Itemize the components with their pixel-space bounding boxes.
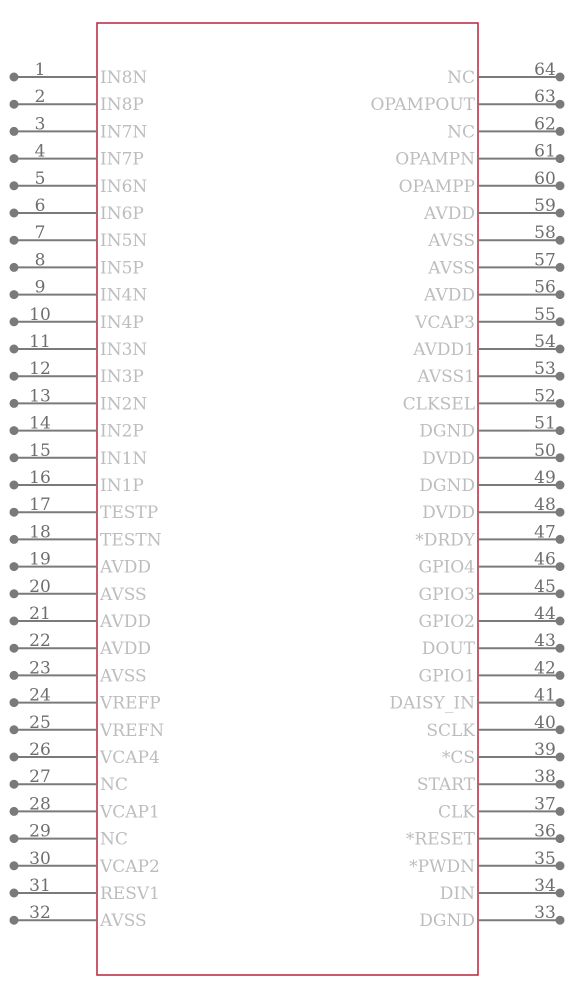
pin-16 xyxy=(10,468,144,496)
pin-46 xyxy=(419,550,565,578)
pin-number: 6 xyxy=(34,196,46,216)
pin-endpoint xyxy=(10,753,19,762)
pin-number: 25 xyxy=(29,712,51,733)
pin-62 xyxy=(447,114,564,142)
pin-number: 21 xyxy=(29,604,51,624)
pin-endpoint xyxy=(10,127,19,136)
pin-name: IN5N xyxy=(100,231,148,252)
pin-63 xyxy=(370,87,564,115)
pin-endpoint xyxy=(556,889,565,898)
pin-number: 51 xyxy=(534,413,556,434)
pin-59 xyxy=(423,196,564,224)
pin-11 xyxy=(10,332,148,360)
pin-number: 61 xyxy=(534,141,556,162)
pin-20 xyxy=(10,577,147,605)
pin-number: 55 xyxy=(534,304,556,325)
pin-name: AVDD xyxy=(100,612,151,632)
pin-endpoint xyxy=(10,73,19,82)
pin-number: 56 xyxy=(534,277,556,298)
pin-endpoint xyxy=(556,753,565,762)
pin-number: 32 xyxy=(29,903,51,924)
pin-name: AVSS xyxy=(100,666,147,687)
pin-endpoint xyxy=(556,154,565,163)
pin-4 xyxy=(10,142,144,170)
pin-54 xyxy=(412,332,564,360)
pin-47 xyxy=(415,522,564,550)
pin-endpoint xyxy=(10,453,19,462)
pin-endpoint xyxy=(10,807,19,816)
pin-name: VCAP1 xyxy=(100,802,160,823)
pin-22 xyxy=(10,631,151,659)
pin-number: 40 xyxy=(534,712,556,733)
pin-name: *RESET xyxy=(405,829,475,850)
pin-endpoint xyxy=(556,780,565,789)
pin-name: IN4P xyxy=(100,312,144,333)
pin-name: IN2N xyxy=(100,394,148,415)
pin-18 xyxy=(10,522,162,550)
pin-endpoint xyxy=(556,453,565,462)
pin-endpoint xyxy=(10,372,19,381)
pin-endpoint xyxy=(10,100,19,109)
pin-endpoint xyxy=(556,535,565,544)
pin-endpoint xyxy=(10,290,19,299)
pin-name: GPIO2 xyxy=(418,612,475,632)
pin-endpoint xyxy=(556,372,565,381)
pin-name: DVDD xyxy=(422,448,475,469)
pin-60 xyxy=(399,169,565,197)
pin-name: NC xyxy=(447,122,475,143)
pin-name: IN1N xyxy=(100,448,148,469)
pin-name: GPIO4 xyxy=(418,557,475,578)
pin-number: 28 xyxy=(29,794,51,815)
pin-14 xyxy=(10,414,144,442)
pin-number: 24 xyxy=(29,685,51,706)
pin-endpoint xyxy=(10,154,19,163)
pin-number: 58 xyxy=(534,223,556,244)
pin-endpoint xyxy=(556,698,565,707)
pin-9 xyxy=(10,278,148,306)
pin-endpoint xyxy=(10,698,19,707)
pin-endpoint xyxy=(10,562,19,571)
pin-24 xyxy=(10,686,161,714)
pin-endpoint xyxy=(10,916,19,925)
pin-name: IN6N xyxy=(100,176,148,197)
pin-name: VREFN xyxy=(100,720,165,741)
pin-number: 26 xyxy=(29,740,51,760)
pin-number: 48 xyxy=(534,495,556,516)
pin-name: IN6P xyxy=(100,204,144,224)
pin-endpoint xyxy=(556,236,565,245)
pin-number: 45 xyxy=(534,576,556,597)
pin-endpoint xyxy=(556,399,565,408)
pin-29 xyxy=(10,822,128,850)
pin-name: IN7N xyxy=(100,122,148,143)
pin-name: IN4N xyxy=(100,285,148,306)
pin-name: OPAMPP xyxy=(398,176,475,197)
pin-number: 52 xyxy=(534,386,556,407)
pin-name: AVDD xyxy=(100,557,151,578)
pin-41 xyxy=(389,686,564,714)
pin-number: 50 xyxy=(534,440,556,461)
pin-32 xyxy=(10,903,147,931)
pin-number: 59 xyxy=(534,196,556,216)
pin-number: 42 xyxy=(534,658,556,679)
pin-30 xyxy=(10,849,160,877)
pin-number: 46 xyxy=(534,549,556,570)
pin-endpoint xyxy=(556,562,565,571)
pin-name: RESV1 xyxy=(100,884,160,904)
pin-name: AVSS xyxy=(428,258,475,279)
pin-endpoint xyxy=(10,481,19,490)
pin-number: 7 xyxy=(34,223,46,244)
pin-name: VCAP2 xyxy=(100,856,160,877)
pin-endpoint xyxy=(556,127,565,136)
pin-10 xyxy=(10,305,144,333)
pin-endpoint xyxy=(10,589,19,598)
pin-endpoint xyxy=(556,671,565,680)
pin-endpoint xyxy=(556,181,565,190)
pin-endpoint xyxy=(10,426,19,435)
pin-name: IN8P xyxy=(100,95,144,116)
pin-endpoint xyxy=(10,263,19,272)
pin-endpoint xyxy=(10,725,19,734)
pin-number: 13 xyxy=(29,386,51,407)
pin-34 xyxy=(440,876,565,904)
pin-name: DGND xyxy=(419,911,475,932)
pin-endpoint xyxy=(10,834,19,843)
pin-number: 14 xyxy=(29,413,51,434)
pin-number: 63 xyxy=(534,87,556,108)
pin-number: 9 xyxy=(34,277,46,298)
pin-56 xyxy=(423,278,564,306)
pin-name: DGND xyxy=(419,476,475,496)
pin-35 xyxy=(409,849,564,877)
pin-name: DIN xyxy=(439,884,475,904)
pin-name: AVDD xyxy=(424,285,475,306)
pin-endpoint xyxy=(556,617,565,626)
pin-number: 49 xyxy=(534,468,556,488)
pin-endpoint xyxy=(10,508,19,517)
pin-number: 18 xyxy=(29,522,51,543)
pin-name: NC xyxy=(100,829,128,850)
pin-3 xyxy=(10,114,148,142)
pin-name: OPAMPN xyxy=(395,149,475,170)
pin-name: NC xyxy=(447,68,475,88)
pin-name: GPIO3 xyxy=(418,584,475,605)
pin-name: DAISY_IN xyxy=(389,693,475,714)
pin-name: TESTP xyxy=(100,503,159,524)
pin-21 xyxy=(10,604,151,632)
pin-57 xyxy=(427,250,564,278)
pin-7 xyxy=(10,223,148,251)
pin-number: 47 xyxy=(534,522,556,543)
pin-name: IN3N xyxy=(100,340,148,360)
pin-33 xyxy=(419,903,564,931)
pin-name: *PWDN xyxy=(409,856,475,877)
pin-number: 17 xyxy=(29,495,51,516)
pin-number: 15 xyxy=(29,440,51,461)
pin-number: 39 xyxy=(534,740,556,760)
pin-28 xyxy=(10,794,160,822)
pin-name: AVDD xyxy=(424,204,475,224)
pin-23 xyxy=(10,658,147,686)
pin-25 xyxy=(10,713,165,741)
pin-endpoint xyxy=(10,617,19,626)
pin-name: VCAP3 xyxy=(415,312,475,333)
pin-endpoint xyxy=(10,317,19,326)
pin-number: 37 xyxy=(534,794,556,815)
pin-53 xyxy=(416,359,564,387)
pin-endpoint xyxy=(10,861,19,870)
pin-number: 3 xyxy=(34,114,46,135)
pin-49 xyxy=(419,468,564,496)
pin-name: AVSS1 xyxy=(417,367,475,388)
pin-name: VREFP xyxy=(100,693,161,714)
pin-endpoint xyxy=(10,780,19,789)
pin-8 xyxy=(10,250,144,278)
pin-number: 57 xyxy=(534,250,556,271)
pin-number: 44 xyxy=(534,604,556,624)
pin-58 xyxy=(427,223,564,251)
pin-52 xyxy=(403,386,565,414)
pin-number: 36 xyxy=(534,821,556,842)
pin-27 xyxy=(10,767,128,795)
pin-number: 8 xyxy=(34,250,46,271)
pin-name: IN7P xyxy=(100,149,144,170)
pin-name: DVDD xyxy=(422,503,475,524)
pin-name: IN8N xyxy=(100,68,148,88)
pin-endpoint xyxy=(556,317,565,326)
pin-48 xyxy=(422,495,564,523)
pin-endpoint xyxy=(10,671,19,680)
pin-endpoint xyxy=(556,644,565,653)
pin-endpoint xyxy=(556,807,565,816)
pin-50 xyxy=(422,441,564,469)
pin-number: 1 xyxy=(34,60,46,80)
pin-1 xyxy=(10,60,148,88)
pin-name: *DRDY xyxy=(415,530,475,551)
pin-endpoint xyxy=(556,508,565,517)
pin-name: IN1P xyxy=(100,476,144,496)
pin-number: 33 xyxy=(534,903,556,924)
pin-number: 2 xyxy=(34,87,46,108)
pin-42 xyxy=(419,658,565,686)
pin-name: AVSS xyxy=(100,584,147,605)
pin-38 xyxy=(417,767,565,795)
pin-name: TESTN xyxy=(100,530,162,551)
pin-number: 34 xyxy=(534,876,556,896)
pin-endpoint xyxy=(10,535,19,544)
pin-51 xyxy=(419,414,564,442)
pin-number: 38 xyxy=(534,767,556,788)
pin-name: DGND xyxy=(419,421,475,442)
pin-number: 54 xyxy=(534,332,556,352)
pin-13 xyxy=(10,386,148,414)
pin-number: 20 xyxy=(29,576,51,597)
pin-number: 43 xyxy=(534,631,556,652)
pin-31 xyxy=(10,876,160,904)
pin-name: CLKSEL xyxy=(402,394,475,415)
pin-number: 4 xyxy=(34,141,46,162)
pin-number: 5 xyxy=(34,168,46,189)
pin-number: 62 xyxy=(534,114,556,135)
pin-name: AVSS xyxy=(428,231,475,252)
pin-number: 10 xyxy=(29,304,51,325)
pin-endpoint xyxy=(10,345,19,354)
pin-name: GPIO1 xyxy=(418,666,475,687)
pin-44 xyxy=(419,604,565,632)
pin-number: 22 xyxy=(29,631,51,652)
pin-number: 31 xyxy=(29,876,51,896)
pin-number: 35 xyxy=(534,848,556,869)
pin-name: IN3P xyxy=(100,367,144,388)
pin-endpoint xyxy=(556,916,565,925)
pin-name: SCLK xyxy=(426,720,475,741)
pin-55 xyxy=(414,305,564,333)
pin-endpoint xyxy=(10,181,19,190)
pin-26 xyxy=(10,740,160,768)
pin-name: OPAMPOUT xyxy=(370,95,475,116)
pin-61 xyxy=(395,142,564,170)
left-pin-column xyxy=(10,60,165,931)
pin-name: START xyxy=(416,775,475,796)
pin-endpoint xyxy=(556,861,565,870)
pin-name: AVDD1 xyxy=(413,340,475,360)
pin-endpoint xyxy=(556,73,565,82)
pin-endpoint xyxy=(556,481,565,490)
pin-endpoint xyxy=(10,889,19,898)
pin-37 xyxy=(438,794,565,822)
pin-40 xyxy=(426,713,564,741)
pin-endpoint xyxy=(556,100,565,109)
pin-name: IN5P xyxy=(100,258,144,279)
pin-number: 12 xyxy=(29,359,51,380)
pin-name: IN2P xyxy=(100,421,144,442)
pin-19 xyxy=(10,550,151,578)
right-pin-column xyxy=(370,60,564,931)
pin-number: 19 xyxy=(29,549,51,570)
pin-6 xyxy=(10,196,144,224)
pin-12 xyxy=(10,359,144,387)
pin-number: 41 xyxy=(534,685,556,706)
pin-45 xyxy=(419,577,565,605)
pin-36 xyxy=(406,822,565,850)
pin-number: 23 xyxy=(29,658,51,679)
pin-name: CLK xyxy=(438,802,475,823)
pin-name: DOUT xyxy=(421,639,475,660)
pin-number: 27 xyxy=(29,767,51,788)
pin-endpoint xyxy=(556,263,565,272)
pin-endpoint xyxy=(556,426,565,435)
pin-number: 53 xyxy=(534,359,556,380)
pin-endpoint xyxy=(556,209,565,218)
pin-number: 30 xyxy=(29,848,51,869)
pin-5 xyxy=(10,169,148,197)
pin-endpoint xyxy=(556,290,565,299)
pin-name: VCAP4 xyxy=(100,748,160,768)
pin-endpoint xyxy=(556,834,565,843)
pin-number: 29 xyxy=(29,821,51,842)
pin-endpoint xyxy=(556,345,565,354)
pin-number: 60 xyxy=(534,168,556,189)
pin-endpoint xyxy=(10,209,19,218)
pin-number: 16 xyxy=(29,468,51,488)
pin-endpoint xyxy=(10,644,19,653)
pin-name: *CS xyxy=(441,748,475,768)
pin-name: AVDD xyxy=(100,639,151,660)
pin-39 xyxy=(442,740,565,768)
pin-endpoint xyxy=(556,589,565,598)
pin-number: 64 xyxy=(534,60,556,80)
pin-2 xyxy=(10,87,144,115)
pin-43 xyxy=(422,631,565,659)
pin-number: 11 xyxy=(29,332,51,352)
pin-name: NC xyxy=(100,775,128,796)
pin-endpoint xyxy=(10,236,19,245)
pin-17 xyxy=(10,495,159,523)
pin-endpoint xyxy=(556,725,565,734)
pin-15 xyxy=(10,441,148,469)
pin-64 xyxy=(447,60,564,88)
pin-name: AVSS xyxy=(100,911,147,932)
pin-endpoint xyxy=(10,399,19,408)
